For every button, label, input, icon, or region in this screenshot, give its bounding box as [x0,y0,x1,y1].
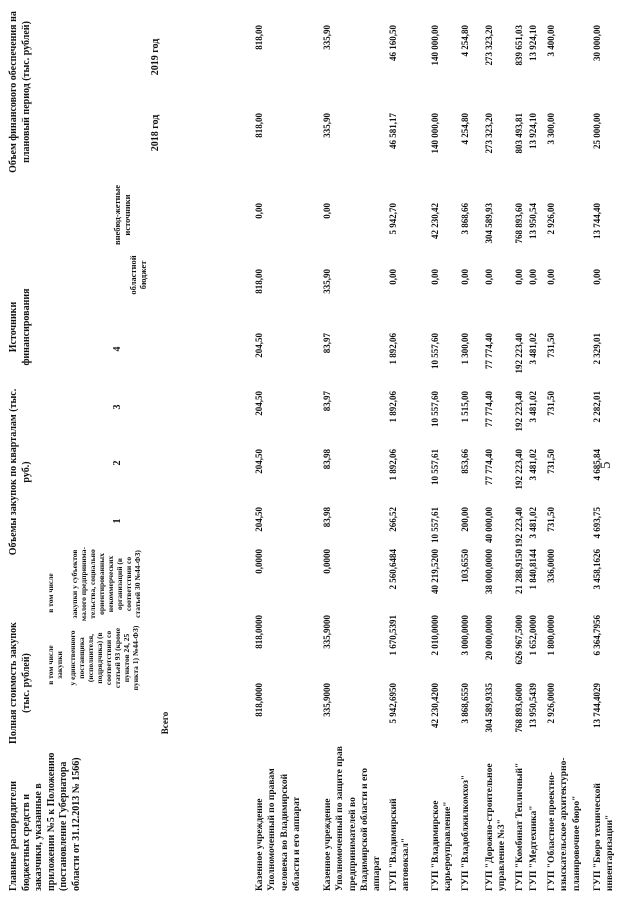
cell-regional: 0,00 [484,269,494,285]
header-2019: 2019 год [150,38,161,76]
cell-q3: 83,97 [322,391,332,412]
cell-y2018: 803 493,81 [514,113,524,154]
cell-q2: 853,66 [460,449,470,474]
header-regional: областной бюджет [128,255,149,295]
cell-total: 818,0000 [254,683,264,717]
header-incl: в том числе [46,573,55,613]
cell-q3: 77 774,40 [484,391,494,427]
cell-q4: 3 481,02 [528,333,538,365]
cell-y2018: 335,90 [322,113,332,138]
header-q4: 4 [112,346,123,352]
page-number: 5 [598,461,614,469]
cell-sole: 1 800,0000 [546,615,556,656]
cell-small: 1 840,8144 [528,549,538,590]
cell-q3: 1 515,00 [460,391,470,423]
cell-q4: 10 557,60 [430,333,440,369]
row-customer-name: ГУП "Медтехника" [529,805,539,891]
header-planned: Объем финансового обеспечения на плановый период (тыс. рублей) [8,11,32,173]
cell-extra: 0,00 [254,203,264,219]
row-customer-name: ГУП "Дорожно-строительное управление №3" [485,763,508,891]
cell-q1: 192 223,40 [514,507,524,548]
cell-regional: 0,00 [388,269,398,285]
header-sole-supplier: у единственного поставщика (исполнителя, подрядчика) (в соответствии со статьей 93 (кроме пунктов 24, 25 пункта 1) №44-ФЗ) [68,625,140,691]
cell-regional: 0,00 [546,269,556,285]
cell-sole: 626 967,5000 [514,615,524,665]
cell-regional: 0,00 [514,269,524,285]
cell-y2018: 46 581,17 [388,113,398,149]
cell-sole: 1 670,5391 [388,615,398,656]
cell-total: 13 744,4029 [592,683,602,728]
cell-q1: 204,50 [254,507,264,532]
cell-y2019: 13 924,10 [528,25,538,61]
cell-y2018: 818,00 [254,113,264,138]
cell-q3: 3 481,02 [528,391,538,423]
cell-q2: 10 557,61 [430,449,440,485]
cell-small: 3 458,1626 [592,549,602,590]
cell-q1: 10 557,61 [430,507,440,543]
cell-total: 13 950,5439 [528,683,538,728]
cell-extra: 768 893,60 [514,203,524,244]
cell-regional: 335,90 [322,269,332,294]
cell-q2: 83,98 [322,449,332,470]
cell-y2018: 25 000,00 [592,113,602,149]
row-customer-name: Казенное учреждение Уполномоченный по правам человека во Владимирской области и его аппарат [255,768,303,891]
cell-total: 335,9000 [322,683,332,717]
cell-q4: 731,50 [546,333,556,358]
cell-q2: 204,50 [254,449,264,474]
cell-q1: 4 693,75 [592,507,602,539]
row-customer-name: ГУП "Комбинат Тепличный" [515,762,525,891]
cell-q2: 731,50 [546,449,556,474]
cell-sole: 818,0000 [254,615,264,649]
cell-small: 0,0000 [322,549,332,574]
cell-total: 5 942,6950 [388,683,398,724]
cell-regional: 0,00 [460,269,470,285]
header-total: Всего [160,711,170,735]
cell-q2: 3 481,02 [528,449,538,481]
header-extra: внебюд-жетные источники [112,185,133,245]
cell-sole: 335,9000 [322,615,332,649]
cell-total: 304 589,9335 [484,683,494,733]
cell-q3: 2 282,01 [592,391,602,423]
cell-y2019: 46 160,50 [388,25,398,61]
cell-q3: 10 557,60 [430,391,440,427]
cell-y2019: 3 400,00 [546,25,556,57]
cell-q1: 3 481,02 [528,507,538,539]
header-small-business: закупки у субъектов малого предпринима-тельства, социально ориентированных некоммерческих организаций (в соответствии со статьей 30 №44-ФЗ) [70,547,142,621]
cell-regional: 0,00 [430,269,440,285]
row-customer-name: Казенное учреждение Уполномоченный по защите прав предпринимателей во Владимирской области и его аппарат [323,746,383,891]
cell-q2: 77 774,40 [484,449,494,485]
cell-q3: 204,50 [254,391,264,416]
cell-extra: 3 868,66 [460,203,470,235]
cell-regional: 818,00 [254,269,264,294]
header-sources: Источники финансирования [8,288,32,366]
cell-y2019: 273 323,20 [484,25,494,66]
cell-q4: 1 892,06 [388,333,398,365]
cell-regional: 0,00 [528,269,538,285]
cell-y2018: 140 000,00 [430,113,440,154]
cell-extra: 304 589,93 [484,203,494,244]
cell-sole: 3 000,0000 [460,615,470,656]
cell-y2019: 140 000,00 [430,25,440,66]
cell-small: 40 219,5200 [430,549,440,594]
cell-q1: 200,00 [460,507,470,532]
cell-q3: 1 892,06 [388,391,398,423]
cell-q2: 192 223,40 [514,449,524,490]
cell-q1: 266,52 [388,507,398,532]
cell-q1: 40 000,00 [484,507,494,543]
header-q2: 2 [112,460,123,466]
cell-y2018: 273 323,20 [484,113,494,154]
cell-y2019: 30 000,00 [592,25,602,61]
cell-y2019: 4 254,80 [460,25,470,57]
cell-small: 38 000,0000 [484,549,494,594]
cell-y2019: 818,00 [254,25,264,50]
cell-q3: 731,50 [546,391,556,416]
cell-y2018: 3 300,00 [546,113,556,145]
cell-y2018: 13 924,10 [528,113,538,149]
cell-total: 42 230,4200 [430,683,440,728]
cell-extra: 13 950,54 [528,203,538,239]
header-quarters: Объемы закупок по кварталам (тыс. руб.) [8,388,32,556]
cell-q4: 2 329,01 [592,333,602,365]
cell-regional: 0,00 [592,269,602,285]
cell-sole: 20 000,0000 [484,615,494,660]
cell-total: 2 926,0000 [546,683,556,724]
row-customer-name: ГУП "Областное проектно-изыскательское архитектурно-планировочное бюро" [547,757,582,891]
row-customer-name: ГУП "Владимирский автовокзал" [389,798,412,891]
cell-q4: 77 774,40 [484,333,494,369]
cell-extra: 2 926,00 [546,203,556,235]
cell-q4: 192 223,40 [514,333,524,374]
cell-sole: 1 652,0000 [528,615,538,656]
cell-small: 336,0000 [546,549,556,583]
cell-y2018: 4 254,80 [460,113,470,145]
cell-small: 2 560,6484 [388,549,398,590]
cell-extra: 5 942,70 [388,203,398,235]
header-incl-purchases: в том числе закупки [46,645,64,685]
cell-small: 0,0000 [254,549,264,574]
row-customer-name: ГУП "Владоблжилкомхоз" [461,774,471,891]
cell-y2019: 839 651,03 [514,25,524,66]
header-2018: 2018 год [150,114,161,152]
cell-small: 103,6550 [460,549,470,583]
header-q3: 3 [112,404,123,410]
cell-q2: 4 685,84 [592,449,602,481]
cell-q2: 1 892,06 [388,449,398,481]
cell-q3: 192 223,40 [514,391,524,432]
header-q1: 1 [112,518,123,524]
cell-q4: 1 300,00 [460,333,470,365]
cell-small: 21 288,9150 [514,549,524,594]
cell-extra: 0,00 [322,203,332,219]
cell-y2019: 335,90 [322,25,332,50]
cell-extra: 13 744,40 [592,203,602,239]
cell-total: 3 868,6550 [460,683,470,724]
header-customers: Главные распорядители бюджетных средств и заказчики, указанные в приложении №5 к Положению (постановление Губернатора области от 31.12.2013 № 1566) [8,752,82,891]
cell-q1: 83,98 [322,507,332,528]
cell-q4: 83,97 [322,333,332,354]
row-customer-name: ГУП "Владимирское карьероуправление" [431,800,454,891]
header-total-cost: Полная стоимость закупок (тыс. рублей) [8,622,32,744]
cell-sole: 2 010,0000 [430,615,440,656]
cell-q4: 204,50 [254,333,264,358]
cell-sole: 6 364,7956 [592,615,602,656]
row-customer-name: ГУП "Бюро технической инвентаризации" [593,783,616,891]
cell-q1: 731,50 [546,507,556,532]
cell-extra: 42 230,42 [430,203,440,239]
cell-total: 768 893,6000 [514,683,524,733]
